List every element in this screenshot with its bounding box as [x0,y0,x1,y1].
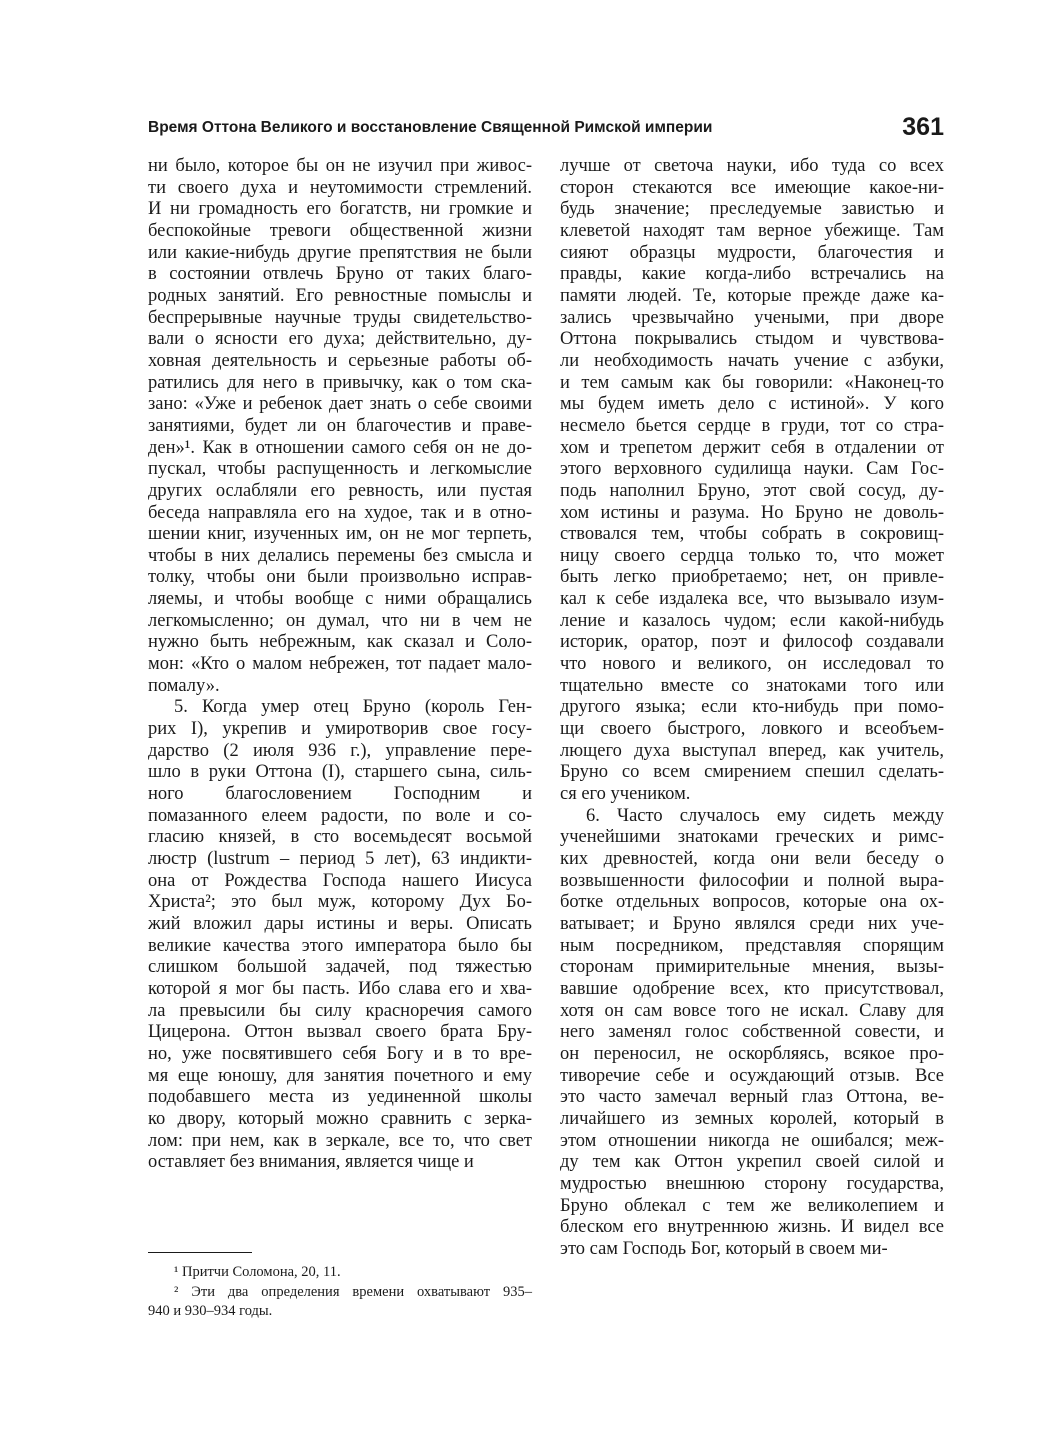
text-line: блеском его внутреннюю жизнь. И видел все [560,1217,944,1238]
text-line: ным посредником, представляя спорящим [560,935,944,956]
text-line: занятиями, будет ли он благочестив и праве- [148,415,532,436]
text-line: будь значение; преследуемые завистью и [560,199,944,220]
text-line: сторон стекаются все имеющие какое-ни- [560,177,944,198]
text-line: подь наполнил Бруно, этот свой сосуд, ду- [560,480,944,501]
text-line: но, уже посвятившего себя Богу и в то вре- [148,1043,532,1064]
text-line: ден»¹. Как в отношении самого себя он не до- [148,437,532,458]
running-title: Время Оттона Великого и восстановление Священной Римской империи [148,119,713,136]
text-line: памяти людей. Те, которые прежде даже ка- [560,285,944,306]
text-line: вали о ясности его духа; действительно, ду- [148,329,532,350]
text-line: мя еще юношу, для занятия почетного и ему [148,1065,532,1086]
text-line: этого верховного судилища науки. Сам Гос- [560,459,944,480]
text-line: личайшего из земных королей, который в [560,1108,944,1129]
text-line: или какие-нибудь другие препятствия не были [148,242,532,263]
text-line: Оттона покрывались стыдом и чувствова- [560,329,944,350]
text-line: правды, какие когда-либо встречались на [560,264,944,285]
text-line: него заменял голос собственной совести, и [560,1022,944,1043]
text-line: мы будем иметь дело с истиной». У кого [560,394,944,415]
text-line: лющего духа выступал вперед, как учитель, [560,740,944,761]
text-line: шло в руки Оттона (I), старшего сына, силь- [148,762,532,783]
text-line: ватывает; и Бруно являлся среди них уче- [560,913,944,934]
text-line: ратились для него в привычку, как о том ска- [148,372,532,393]
text-line: хотя он сам вовсе того не искал. Славу для [560,1000,944,1021]
text-line: 940 и 930–934 годы. [148,1303,273,1319]
text-line: сторонам примирительные мнения, вызы- [560,957,944,978]
text-line: помалу». [148,675,220,696]
text-line: ¹ Притчи Соломона, 20, 11. [174,1264,341,1280]
text-line: она от Рождества Господа нашего Иисуса [148,870,532,891]
text-line: щи своего быстрого, ловкого и всеобъем- [560,719,944,740]
text-line: оставляет без внимания, является чище и [148,1152,474,1173]
text-line: подобавшего места из уединенной школы [148,1087,532,1108]
text-line: историк, оратор, поэт и философ создавали [560,632,944,653]
text-line: люстр (lustrum – период 5 лет), 63 индикти- [148,849,532,869]
text-line: мудростью внешнюю сторону государства, [560,1173,944,1194]
text-line: и тем самым как бы говорили: «Наконец-то [560,372,944,393]
text-line: вавшие одобрение всех, кто присутствовал, [560,978,944,999]
text-line: мон: «Кто о малом небрежен, тот падает мало- [148,654,532,675]
footnote-separator [148,1252,252,1253]
text-line: ли необходимость начать учение с азбуки, [560,350,944,371]
running-header [148,113,944,153]
text-line: ствовался тем, чтобы собрать в сокровищ- [560,524,944,545]
text-line: лом: при нем, как в зеркале, все то, что свет [148,1130,532,1151]
text-line: гласию князей, в сто восемьдесят восьмой [148,827,532,848]
text-line: сияют образцы мудрости, благочестия и [560,242,944,263]
text-line: слишком большой задачей, под тяжестью [148,957,532,978]
text-line: жий вложил дары истины и веры. Описать [148,913,532,934]
left-text-column [148,156,532,1174]
text-line: ти своего духа и неутомимости стремлений. [148,177,532,198]
text-line: которой я мог бы пасть. Ибо слава его и хва- [148,978,532,999]
footnotes [148,1263,532,1322]
text-line: ховная деятельность и серьезные работы об- [148,350,532,371]
text-line: ду тем как Оттон укрепил своей силой и [560,1152,944,1173]
text-line: ницу своего сердца только то, что может [560,545,944,566]
text-line: И ни громадность его богатств, ни громкие и [148,199,532,220]
page-number: 361 [902,113,944,141]
text-line: что нового и великого, он исследовал то [560,654,944,675]
text-line: дарство (2 июля 936 г.), управление пере- [148,740,532,761]
text-line: ного благословением Господним и [148,784,532,805]
text-line: беседа направляла его на худое, так и в отно- [148,502,532,523]
text-line: ботке отдельных вопросов, которые она ох- [560,892,944,913]
text-line: это часто замечал верный глаз Оттона, ве- [560,1087,944,1108]
text-line: других ослабляли его ревность, или пустая [148,480,532,501]
text-line: хом истины и разума. Но Бруно не доволь- [560,502,944,523]
right-text-column [560,156,944,1260]
text-line: другого языка; если кто-нибудь при помо- [560,697,944,718]
text-line: Бруно со всем смирением спешил сделать- [560,762,944,783]
text-line: этом отношении никогда не ошибался; меж- [560,1130,944,1151]
text-line: родных занятий. Его ревностные помыслы и [148,285,532,306]
text-line: несмело бьется сердце в груди, тот со стра- [560,415,944,436]
text-line: ляемы, и чтобы вообще с ними обращались [148,589,532,610]
text-line: великие качества этого императора было бы [148,935,532,956]
text-line: тщательно вместе со знатоками того или [560,675,944,696]
text-line: ² Эти два определения времени охватывают 935– [174,1283,532,1300]
text-line: ко двору, который можно сравнить с зерка- [148,1108,532,1129]
text-line: это сам Господь Бог, который в своем ми- [560,1238,888,1259]
text-line: беспрерывные научные труды свидетельство- [148,307,532,328]
text-line: ся его учеником. [560,784,691,805]
text-line: ких древностей, когда они вели беседу о [560,849,944,869]
text-line: тиворечие себе и осуждающий отзыв. Все [560,1065,944,1086]
text-line: толку, чтобы они были произвольно исправ- [148,567,532,588]
text-line: Цицерона. Оттон вызвал своего брата Бру- [148,1022,532,1043]
text-line: ление и казалось чудом; если какой-нибудь [560,610,944,631]
text-line: ученейшими знатоками греческих и римс- [560,827,944,848]
text-line: шении книг, изученных им, он не мог терпеть, [148,524,532,545]
text-line: нужно быть небрежным, как сказал и Соло- [148,632,532,653]
text-line: пускал, чтобы распущенность и легкомыслие [148,459,532,480]
text-line: ни было, которое бы он не изучил при живос- [148,156,532,176]
text-line: чтобы в них делались перемены без смысла и [148,545,532,566]
text-line: кал к себе издалека все, что вызывало изум- [560,589,944,610]
text-line: легкомысленно; он думал, что ни в чем не [148,610,532,631]
text-line: клеветой находят там верное убежище. Там [560,220,944,241]
text-line: Христа²; это был муж, которому Дух Бо- [148,892,532,913]
text-line: Бруно облекал с тем же великолепием и [560,1195,944,1216]
text-line: быть легко приобретаемо; нет, он привле- [560,567,944,588]
text-line: помазанного елеем радости, по воле и со- [148,805,532,826]
text-line: зано: «Уже и ребенок дает знать о себе своими [148,394,532,415]
text-line: он переносил, не оскорбляясь, всякое про- [560,1043,944,1064]
text-line: зались чрезвычайно учеными, при дворе [560,307,944,328]
text-line: беспокойные тревоги общественной жизни [148,220,532,241]
text-line: ла превысили бы силу красноречия самого [148,1000,532,1021]
text-line: в состоянии отвлечь Бруно от таких благо- [148,264,532,285]
text-line: лучше от светоча науки, ибо туда со всех [560,156,944,176]
text-line: возвышенности философии и полной выра- [560,870,944,891]
text-line: 5. Когда умер отец Бруно (король Ген- [174,697,532,718]
text-line: рих I), укрепив и умиротворив свое госу- [148,719,532,740]
text-line: хом и трепетом держит себя в отдалении от [560,437,944,458]
text-line: 6. Часто случалось ему сидеть между [586,805,944,826]
